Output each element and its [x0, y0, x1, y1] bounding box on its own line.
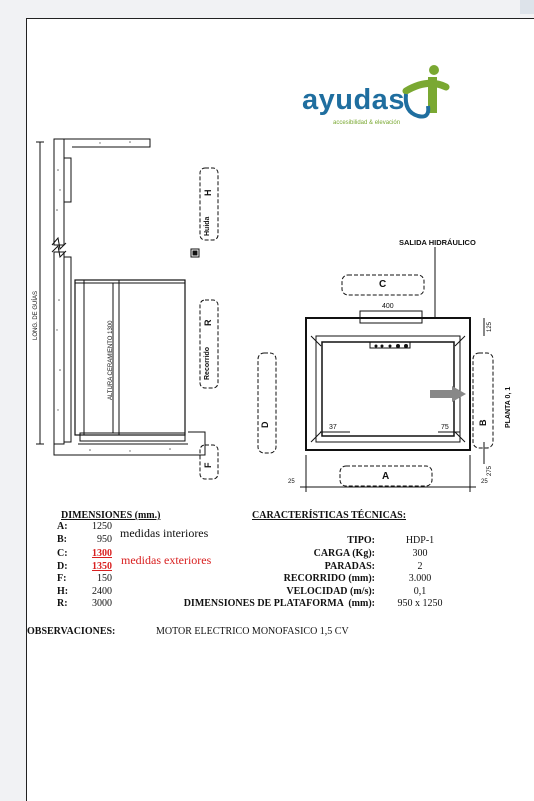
dim-key-b: B:	[57, 534, 67, 545]
note-exterior: medidas exteriores	[121, 553, 212, 567]
letter-h: H	[203, 189, 213, 196]
dim-75: 75	[441, 424, 449, 431]
guide-length-label: LONG. DE GUÍAS	[33, 290, 39, 340]
dim-key-a: A:	[57, 521, 68, 532]
dim-400: 400	[382, 303, 394, 310]
spec-value-tipo: HDP-1	[405, 535, 435, 546]
ceramic-height-label: ALTURA CERAMIENTO 1300	[108, 320, 114, 400]
dim-value-f: 150	[97, 573, 112, 584]
dim-25-right: 25	[481, 479, 488, 485]
spec-label-recorrido: RECORRIDO (mm):	[283, 573, 375, 584]
spec-value-velocidad: 0,1	[413, 586, 427, 597]
letter-b: B	[478, 419, 488, 426]
label-huida: Huida	[204, 216, 211, 236]
dim-key-f: F:	[57, 573, 67, 584]
logo-tagline: accesibilidad & elevación	[333, 120, 401, 126]
letter-f: F	[203, 462, 213, 468]
observations-label: OBSERVACIONES:	[27, 626, 116, 637]
spec-label-tipo: TIPO:	[347, 535, 375, 546]
dim-key-r: R:	[57, 598, 68, 609]
spec-label-carga: CARGA (Kg):	[313, 548, 375, 559]
spec-label-plataforma: DIMENSIONES DE PLATAFORMA (mm):	[183, 598, 375, 609]
dim-125: 125	[487, 321, 493, 332]
letter-a: A	[382, 471, 390, 482]
spec-label-velocidad: VELOCIDAD (m/s):	[286, 586, 375, 597]
planta-label: PLANTA 0, 1	[505, 386, 512, 428]
letter-r: R	[203, 319, 213, 326]
observations-text: MOTOR ELECTRICO MONOFASICO 1,5 CV	[156, 626, 349, 637]
spec-label-paradas: PARADAS:	[324, 561, 375, 572]
dim-value-d: 1350	[92, 561, 112, 572]
spec-value-carga: 300	[412, 548, 428, 559]
letter-c: C	[379, 279, 387, 290]
letter-d: D	[260, 421, 270, 428]
dim-37: 37	[329, 424, 337, 431]
dim-275: 275	[487, 465, 493, 476]
note-interior: medidas interiores	[120, 526, 209, 540]
dim-value-c: 1300	[92, 548, 112, 559]
label-recorrido: Recorrido	[204, 346, 211, 380]
dimensions-title: DIMENSIONES (mm.)	[61, 510, 161, 521]
dim-key-c: C:	[57, 548, 68, 559]
dim-value-b: 950	[97, 534, 112, 545]
dim-25-left: 25	[288, 479, 295, 485]
dim-value-r: 3000	[92, 598, 112, 609]
dim-value-a: 1250	[92, 521, 112, 532]
spec-value-paradas: 2	[417, 561, 423, 572]
spec-value-recorrido: 3.000	[408, 573, 432, 584]
dim-key-d: D:	[57, 561, 68, 572]
dim-key-h: H:	[57, 586, 69, 597]
spec-value-plataforma: 950 x 1250	[397, 598, 443, 609]
hydraulic-outlet-label: SALIDA HIDRÁULICO	[399, 238, 476, 247]
dim-value-h: 2400	[92, 586, 112, 597]
logo-name: ayudas	[302, 84, 405, 116]
specs-title: CARACTERÍSTICAS TÉCNICAS:	[252, 510, 407, 521]
